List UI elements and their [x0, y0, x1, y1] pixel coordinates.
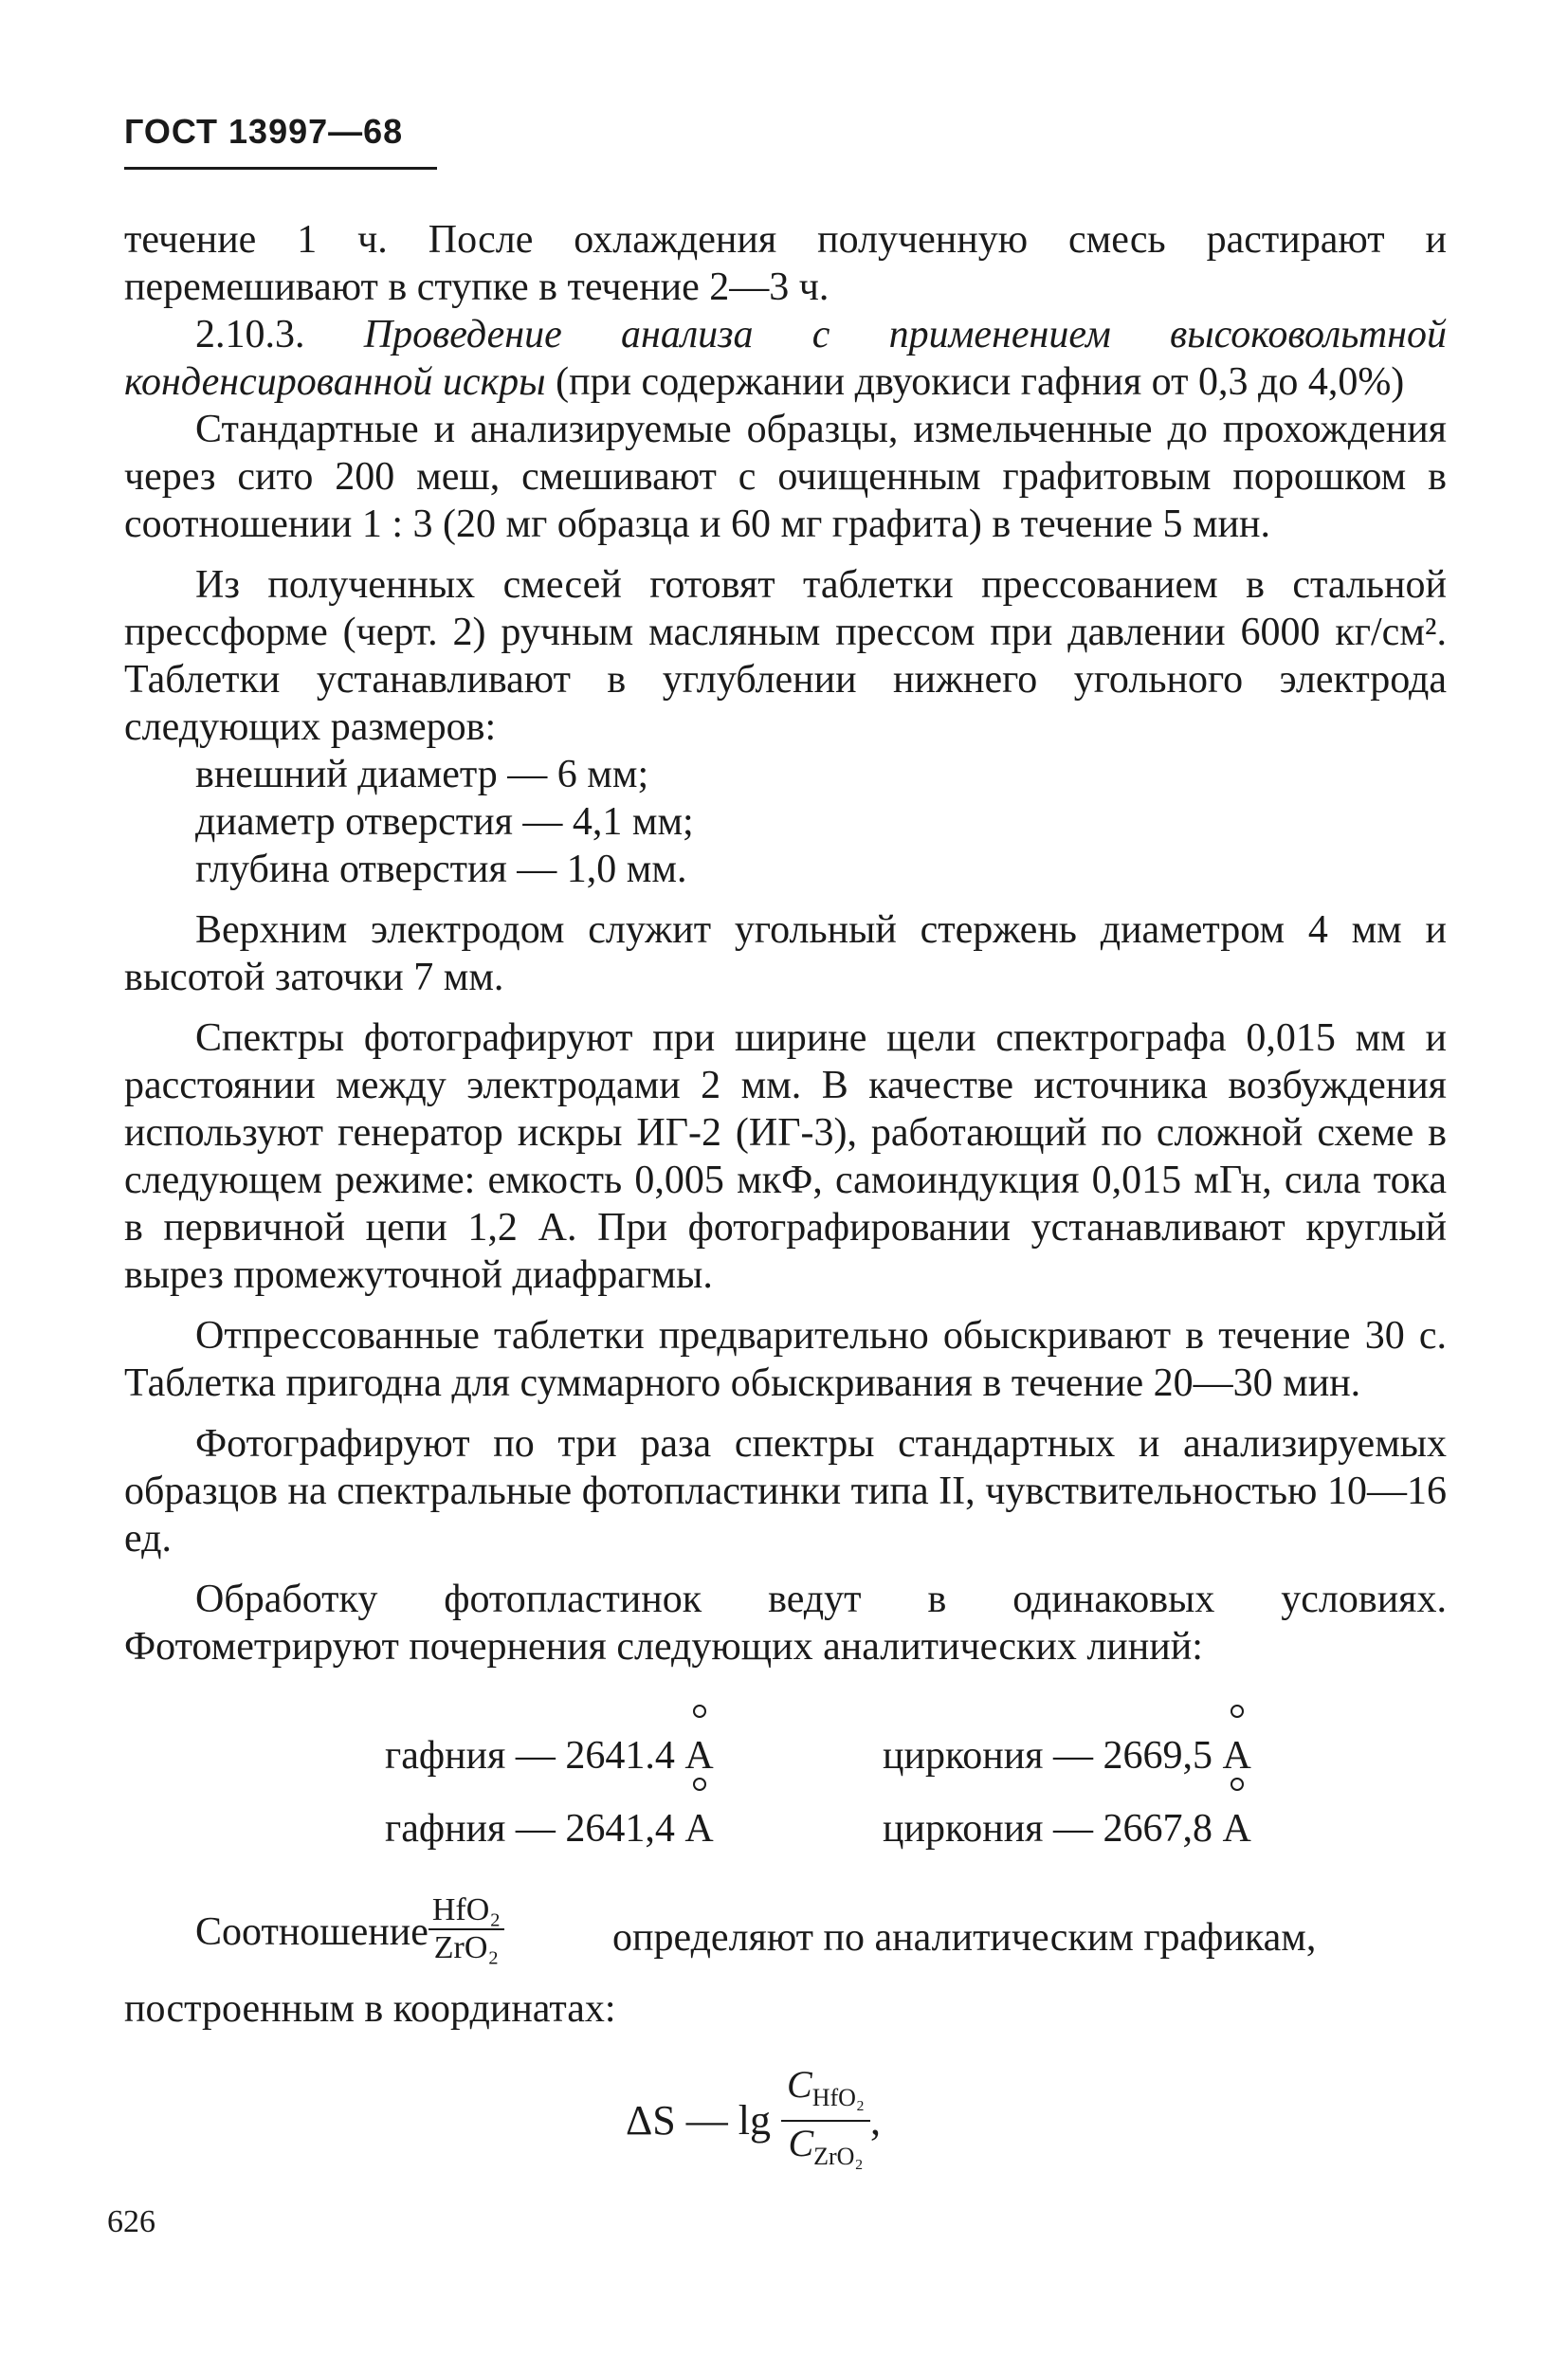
- paragraph-2: [124, 311, 1447, 406]
- document-body: [124, 216, 1447, 1670]
- ratio-prefix: Соотношение: [195, 1909, 428, 1954]
- angstrom-symbol: A: [1223, 1806, 1251, 1852]
- zirconium-line: циркония — 2669,5 A: [883, 1733, 1251, 1779]
- ratio-suffix: определяют по аналитическим графикам,: [612, 1916, 1317, 1960]
- ratio-fraction: $\frac{\text{HfO₂}}{\text{ZrO₂}}$: [428, 1892, 504, 1966]
- spectral-line-row: [124, 1806, 1447, 1863]
- paragraph-9: Обработку фотопластинок ведут в одинаковых условиях. Фотометрируют почернения следующих аналитических линий:: [124, 1578, 1447, 1669]
- zirconium-line: циркония — 2667,8 A: [883, 1806, 1251, 1852]
- paragraph-6: Спектры фотографируют при ширине щели спектрографа 0,015 мм и расстоянии между электродами 2 мм. В качестве источника возбуждения используют генератор искры ИГ-2 (ИГ-3), работающий по сложной схеме в следующем режиме: емкость 0,005 мкФ, самоиндукция 0,015 мГн, сила тока в первичной цепи 1,2 А. При фотографировании устанавливают круглый вырез промежуточной диафрагмы.: [124, 1016, 1447, 1297]
- section-number: 2.10.3.: [195, 313, 305, 356]
- ratio-continuation: построенным в координатах:: [124, 1987, 616, 2031]
- hafnium-line: гафния — 2641,4 A: [385, 1806, 714, 1852]
- angstrom-symbol: A: [684, 1806, 713, 1852]
- list-item: глубина отверстия — 1,0 мм.: [195, 848, 687, 891]
- paragraph-1: течение 1 ч. После охлаждения полученную смесь растирают и перемешивают в ступке в течение 2—3 ч.: [124, 218, 1447, 309]
- formula-left: ΔS — lg: [626, 2097, 771, 2145]
- coordinate-formula: ΔS — lg $\frac{C_{HfO_2}}{C_{ZrO_2}}$ ,: [626, 2067, 881, 2182]
- section-title: Проведение анализа с применением высоковольтной конденсированной искры: [124, 313, 1447, 404]
- angstrom-symbol: A: [1223, 1733, 1251, 1779]
- formula-fraction: $\frac{C_{HfO_2}}{C_{ZrO_2}}$: [781, 2063, 870, 2179]
- section-condition: (при содержании двуокиси гафния от 0,3 до 4,0%): [556, 360, 1405, 404]
- hafnium-line: гафния — 2641.4 A: [385, 1733, 714, 1779]
- spectral-line-row: [124, 1733, 1447, 1790]
- paragraph-7: Отпрессованные таблетки предварительно обыскривают в течение 30 с. Таблетка пригодна для суммарного обыскривания в течение 20—30 мин.: [124, 1314, 1447, 1405]
- paragraph-3: Стандартные и анализируемые образцы, измельченные до прохождения через сито 200 меш, смешивают с очищенным графитовым порошком в соотношении 1 : 3 (20 мг образца и 60 мг графита) в течение 5 мин.: [124, 408, 1447, 546]
- paragraph-4: Из полученных смесей готовят таблетки прессованием в стальной прессформе (черт. 2) ручным масляным прессом при давлении 6000 кг/см². Таблетки устанавливают в углублении нижнего угольного электрода следующих размеров:: [124, 563, 1447, 749]
- paragraph-5: Верхним электродом служит угольный стержень диаметром 4 мм и высотой заточки 7 мм.: [124, 908, 1447, 999]
- header-rule: [124, 167, 437, 170]
- document-header: ГОСТ 13997—68: [124, 112, 404, 151]
- list-item: внешний диаметр — 6 мм;: [195, 753, 649, 796]
- angstrom-symbol: A: [684, 1733, 713, 1779]
- ratio-sentence: [124, 1892, 1447, 1972]
- paragraph-8: Фотографируют по три раза спектры стандартных и анализируемых образцов на спектральные фотопластинки типа II, чувствительностью 10—16 ед.: [124, 1422, 1447, 1561]
- page-number: 626: [107, 2204, 155, 2239]
- list-item: диаметр отверстия — 4,1 мм;: [195, 800, 694, 844]
